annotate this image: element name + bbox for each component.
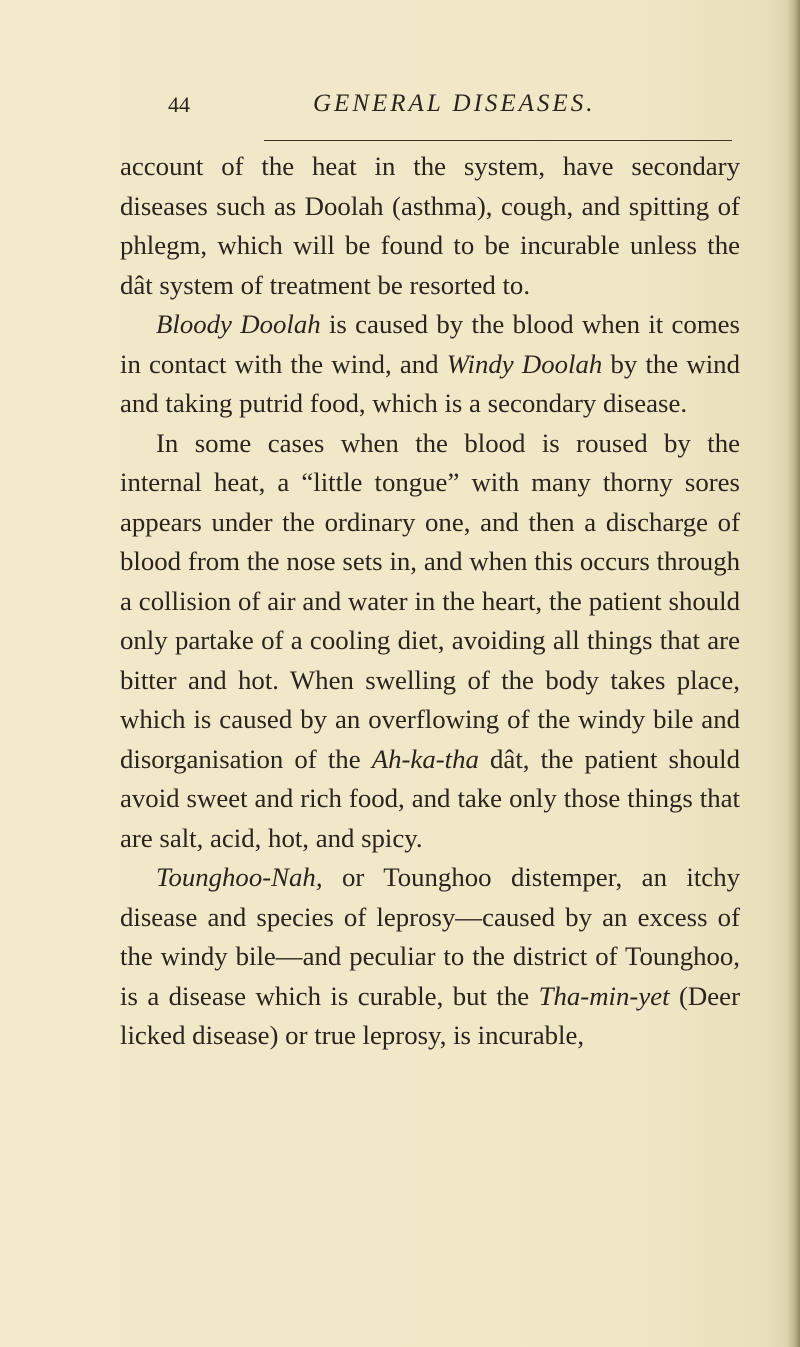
- term-tha-min-yet: Tha-min-yet: [538, 980, 670, 1011]
- paragraph-1-text: account of the heat in the system, have secondary diseases such as Doolah (asthma), cough, and spitting of phlegm, which will be found to be incurable unless the dât system of treatment be resorted to.: [120, 151, 740, 300]
- term-bloody-doolah: Bloody Doolah: [156, 309, 321, 339]
- paragraph-2: [120, 305, 740, 424]
- paragraph-1: [120, 147, 740, 305]
- paragraph-4: [120, 858, 740, 1056]
- paragraph-3-text-b: dât, the patient should avoid sweet and rich food, and take only those things that are salt, acid, hot, and spicy.: [120, 743, 740, 853]
- paragraph-3-text: In some cases when the blood is roused by the internal heat, a “little tongue” with many thorny sores appears under the ordinary one, and then a discharge of blood from the nose sets in, and when this occurs through a collision of air and water in the heart, the patient should only partake of a cooling diet, avoiding all things that are bitter and hot. When swelling of the body takes place, which is caused by an overflowing of the windy bile and disorganisation of the: [120, 427, 740, 774]
- header-rule: [264, 140, 732, 141]
- paragraph-4-text-b: (Deer licked disease) or true leprosy, is incurable,: [120, 980, 740, 1050]
- body-text: [120, 147, 740, 1056]
- page-header: [168, 92, 728, 132]
- term-windy-doolah: Windy Doolah: [446, 348, 603, 379]
- paragraph-2-text-b: by the wind and taking putrid food, which is a secondary disease.: [120, 348, 740, 418]
- term-tounghoo-nah: Tounghoo-Nah,: [156, 862, 323, 892]
- paragraph-3: [120, 424, 740, 859]
- paragraph-2-text-a: is caused by the blood when it comes in contact with the wind, and: [120, 309, 740, 379]
- term-ah-ka-tha: Ah-ka-tha: [371, 743, 479, 774]
- paragraph-4-text-a: or Tounghoo distemper, an itchy disease and species of leprosy—caused by an excess of the windy bile—and peculiar to the district of Tounghoo, is a disease which is curable, but the: [120, 862, 740, 1011]
- page-edge-shadow: [786, 0, 800, 1347]
- running-head: GENERAL DISEASES.: [313, 90, 596, 117]
- page-number: 44: [168, 92, 190, 117]
